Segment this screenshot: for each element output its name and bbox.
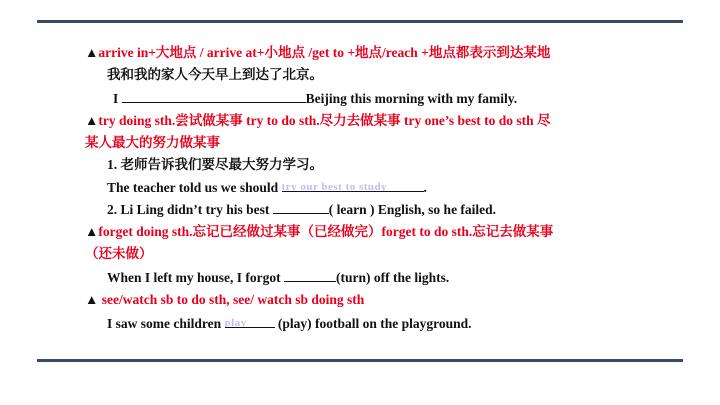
triangle-bullet-icon: ▲	[85, 292, 99, 307]
example-en-beijing: I Beijing this morning with my family.	[113, 91, 518, 106]
triangle-bullet-icon: ▲	[85, 45, 99, 60]
example-en-teacher: The teacher told us we should try our best to study .	[107, 180, 427, 195]
example-zh-beijing: 我和我的家人今天早上到达了北京。	[107, 67, 323, 82]
rule-try-continued: 某人最大的努力做某事	[85, 135, 220, 150]
rule-arrive: ▲arrive in+大地点 / arrive at+小地点 /get to +地点/reach +地点都表示到达某地	[85, 45, 551, 60]
answer-blank[interactable]	[122, 90, 306, 103]
answer-blank[interactable]: try our best to study	[282, 178, 424, 192]
triangle-bullet-icon: ▲	[85, 113, 99, 128]
rule-forget-continued: （还未做）	[85, 246, 153, 261]
rule-forget: ▲forget doing sth.忘记已经做过某事（已经做完）forget to do sth.忘记去做某事	[85, 224, 554, 239]
example-zh-teacher: 1. 老师告诉我们要尽最大努力学习。	[107, 157, 323, 172]
answer-blank[interactable]	[284, 269, 336, 282]
triangle-bullet-icon: ▲	[85, 224, 99, 239]
rule-try: ▲try doing sth.尝试做某事 try to do sth.尽力去做某事 try one’s best to do sth 尽	[85, 113, 551, 128]
rule-see-watch: ▲ see/watch sb to do sth, see/ watch sb doing sth	[85, 292, 365, 307]
example-en-children: I saw some children play (play) football on the playground.	[107, 316, 472, 331]
bottom-divider	[37, 359, 683, 362]
example-en-liling: 2. Li Ling didn’t try his best ( learn ) English, so he failed.	[107, 202, 497, 217]
answer-blank[interactable]	[273, 201, 329, 214]
answer-blank[interactable]: play	[225, 314, 275, 328]
example-en-lights: When I left my house, I forgot (turn) off the lights.	[107, 270, 450, 285]
